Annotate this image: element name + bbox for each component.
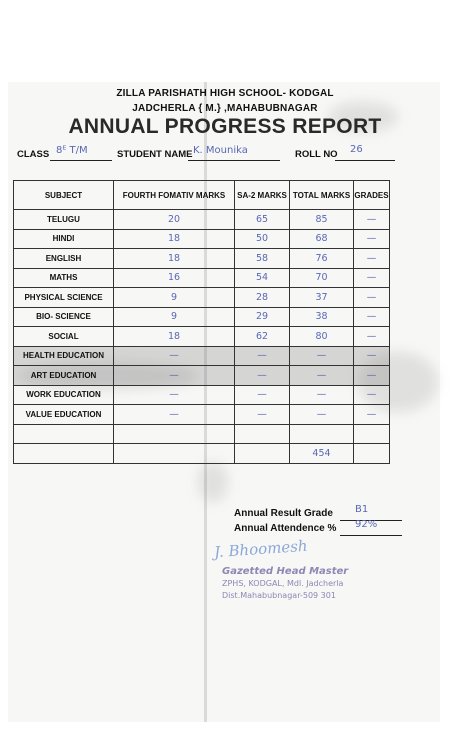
table-row: [14, 249, 390, 269]
result-grade-label: Annual Result Grade: [234, 508, 333, 519]
fa-cell: 20: [114, 210, 235, 230]
grade-cell: [354, 444, 390, 464]
total-cell: [290, 424, 354, 444]
table-row: [14, 210, 390, 230]
sa-cell: 29: [235, 307, 290, 327]
table-row: [14, 405, 390, 425]
school-name: ZILLA PARISHATH HIGH SCHOOL- KODGAL: [116, 88, 334, 99]
sa-cell: 50: [235, 229, 290, 249]
fa-cell: 18: [114, 229, 235, 249]
total-cell: 37: [290, 288, 354, 308]
attendance-value: 92%: [355, 519, 378, 530]
table-row: [14, 307, 390, 327]
total-cell: 38: [290, 307, 354, 327]
sa-cell: —: [235, 366, 290, 386]
table-row: [14, 444, 390, 464]
sa-cell: —: [235, 405, 290, 425]
grade-cell: —: [354, 405, 390, 425]
subject-cell: ENGLISH: [14, 249, 114, 269]
marks-table: [13, 180, 390, 464]
attendance-underline: [340, 535, 402, 536]
fa-cell: 9: [114, 288, 235, 308]
subject-cell: ART EDUCATION: [14, 366, 114, 386]
school-location: JADCHERLA { M.} ,MAHABUBNAGAR: [132, 103, 318, 114]
fa-cell: [114, 444, 235, 464]
subject-cell: VALUE EDUCATION: [14, 405, 114, 425]
sa-cell: 28: [235, 288, 290, 308]
roll-no-label: ROLL NO: [295, 149, 338, 160]
result-grade-value: B1: [355, 504, 369, 515]
subject-cell: WORK EDUCATION: [14, 385, 114, 405]
sa-cell: 65: [235, 210, 290, 230]
smudge: [198, 462, 228, 502]
fa-cell: 9: [114, 307, 235, 327]
student-name-label: STUDENT NAME: [117, 149, 193, 160]
table-row: [14, 424, 390, 444]
total-cell: —: [290, 346, 354, 366]
table-row: [14, 385, 390, 405]
header-total-marks: TOTAL MARKS: [290, 181, 354, 210]
subject-cell: TELUGU: [14, 210, 114, 230]
total-cell: 80: [290, 327, 354, 347]
grade-cell: —: [354, 385, 390, 405]
header-fa-marks: FOURTH FOMATIV MARKS: [114, 181, 235, 210]
subject-cell: SOCIAL: [14, 327, 114, 347]
total-cell: 85: [290, 210, 354, 230]
sa-cell: 58: [235, 249, 290, 269]
table-row: [14, 268, 390, 288]
grade-cell: —: [354, 346, 390, 366]
header-subject: SUBJECT: [14, 181, 114, 210]
header-grades: GRADES: [354, 181, 390, 210]
stamp-address-line1: ZPHS, KODGAL, Mdl. Jadcherla: [222, 579, 344, 588]
subject-cell: HINDI: [14, 229, 114, 249]
fa-cell: —: [114, 405, 235, 425]
grade-cell: —: [354, 268, 390, 288]
sa-cell: [235, 424, 290, 444]
student-name-value: K. Mounika: [193, 145, 248, 156]
table-row: [14, 366, 390, 386]
report-title: ANNUAL PROGRESS REPORT: [68, 115, 382, 138]
stamp-address-line2: Dist.Mahabubnagar-509 301: [222, 591, 336, 600]
sa-cell: 62: [235, 327, 290, 347]
grade-cell: —: [354, 366, 390, 386]
sa-cell: [235, 444, 290, 464]
table-row: [14, 327, 390, 347]
total-cell: 68: [290, 229, 354, 249]
student-name-underline: [188, 160, 280, 161]
subject-cell: [14, 424, 114, 444]
subject-cell: HEALTH EDUCATION: [14, 346, 114, 366]
grade-cell: [354, 424, 390, 444]
table-header-row: [14, 181, 390, 210]
table-row: [14, 288, 390, 308]
grade-cell: —: [354, 307, 390, 327]
sa-cell: —: [235, 346, 290, 366]
class-underline: [50, 160, 112, 161]
attendance-label: Annual Attendence %: [234, 523, 337, 534]
sa-cell: —: [235, 385, 290, 405]
fa-cell: —: [114, 366, 235, 386]
fa-cell: [114, 424, 235, 444]
grade-cell: —: [354, 327, 390, 347]
total-cell: 70: [290, 268, 354, 288]
grade-cell: —: [354, 249, 390, 269]
fa-cell: 18: [114, 327, 235, 347]
header-sa-marks: SA-2 MARKS: [235, 181, 290, 210]
subject-cell: PHYSICAL SCIENCE: [14, 288, 114, 308]
subject-cell: [14, 444, 114, 464]
fa-cell: —: [114, 385, 235, 405]
class-value: 8ᴱ T/M: [56, 145, 88, 156]
sa-cell: 54: [235, 268, 290, 288]
total-cell: —: [290, 366, 354, 386]
subject-cell: BIO- SCIENCE: [14, 307, 114, 327]
fa-cell: 16: [114, 268, 235, 288]
table-row: [14, 346, 390, 366]
roll-no-value: 26: [350, 144, 363, 155]
total-cell: —: [290, 385, 354, 405]
stamp-title: Gazetted Head Master: [222, 566, 349, 577]
grand-total-cell: 454: [290, 444, 354, 464]
grade-cell: —: [354, 210, 390, 230]
total-cell: —: [290, 405, 354, 425]
headmaster-signature: J. Bhoomesh: [213, 536, 309, 562]
grade-cell: —: [354, 229, 390, 249]
total-cell: 76: [290, 249, 354, 269]
fa-cell: —: [114, 346, 235, 366]
fa-cell: 18: [114, 249, 235, 269]
table-row: [14, 229, 390, 249]
roll-no-underline: [335, 160, 395, 161]
class-label: CLASS: [17, 149, 50, 160]
subject-cell: MATHS: [14, 268, 114, 288]
grade-cell: —: [354, 288, 390, 308]
